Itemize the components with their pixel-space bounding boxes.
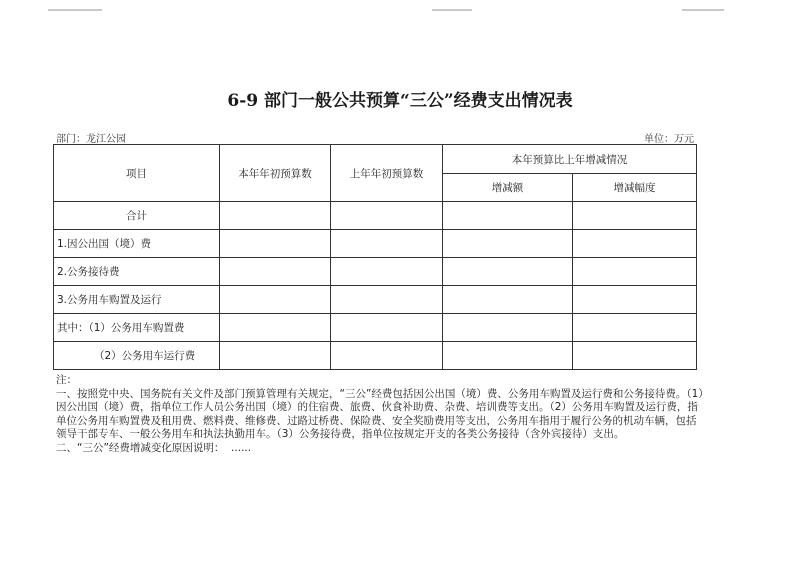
table-cell: [220, 230, 331, 258]
table-row: [54, 314, 697, 342]
table-cell: [573, 202, 697, 230]
table-cell: [331, 286, 443, 314]
table-cell: [331, 314, 443, 342]
table-row: [54, 342, 697, 370]
table-cell: [443, 314, 573, 342]
header-current-budget: 本年年初预算数: [220, 145, 331, 202]
table-row: [54, 230, 697, 258]
page-title: 6-9 部门一般公共预算“三公”经费支出情况表: [227, 91, 573, 111]
notes-paragraph-1: 一、按照党中央、国务院有关文件及部门预算管理有关规定，“三公”经费包括因公出国（境）费、公务用车购置及运行费和公务接待费。（1）因公出国（境）费，指单位工作人员公务出国（境）的住宿费、旅费、伙食补助费、杂费、培训费等支出。（2）公务用车购置及运行费，指单位公务用车购置费及租用费、燃料费、维修费、过路过桥费、保险费、安全奖励费用等支出，公务用车指用于履行公务的机动车辆，包括领导干部专车、一般公务用车和执法执勤用车。（3）公务接待费，指单位按规定开支的各类公务接待（含外宾接待）支出。: [56, 387, 704, 441]
notes-heading: 注：: [56, 374, 77, 386]
header-change-amount: 增减额: [443, 174, 573, 202]
table-row: [54, 286, 697, 314]
table-cell: [220, 314, 331, 342]
department-label: 部门：龙江公园: [56, 134, 126, 145]
notes-paragraph-2: 二、“三公”经费增减变化原因说明： ......: [56, 441, 252, 454]
scan-artifact: [48, 9, 102, 11]
row-label: 其中：（1）公务用车购置费: [54, 314, 220, 342]
row-label: 3.公务用车购置及运行: [54, 286, 220, 314]
notes-section: [56, 374, 706, 456]
table-cell: [220, 286, 331, 314]
table-cell: [573, 342, 697, 370]
row-label-total: 合计: [54, 202, 220, 230]
table-cell: [443, 202, 573, 230]
row-label: （2）公务用车运行费: [54, 342, 220, 370]
table-cell: [443, 286, 573, 314]
scan-artifact: [432, 9, 472, 11]
table-cell: [573, 286, 697, 314]
header-item: 项目: [54, 145, 220, 202]
table-cell: [331, 258, 443, 286]
header-change-rate: 增减幅度: [573, 174, 697, 202]
table-cell: [331, 202, 443, 230]
table-cell: [220, 342, 331, 370]
table-cell: [220, 202, 331, 230]
table-cell: [331, 342, 443, 370]
unit-label: 单位：万元: [644, 134, 694, 145]
table-row: [54, 202, 697, 230]
table-cell: [443, 230, 573, 258]
scan-artifact: [682, 9, 724, 11]
table-cell: [331, 230, 443, 258]
row-label: 2.公务接待费: [54, 258, 220, 286]
three-public-expenses-table: [53, 144, 697, 370]
table-cell: [443, 342, 573, 370]
row-label: 1.因公出国（境）费: [54, 230, 220, 258]
table-cell: [573, 314, 697, 342]
table-cell: [573, 230, 697, 258]
table-cell: [573, 258, 697, 286]
table-row: [54, 258, 697, 286]
table-cell: [443, 258, 573, 286]
table-cell: [220, 258, 331, 286]
header-last-budget: 上年年初预算数: [331, 145, 443, 202]
header-change-group: 本年预算比上年增减情况: [443, 145, 697, 174]
